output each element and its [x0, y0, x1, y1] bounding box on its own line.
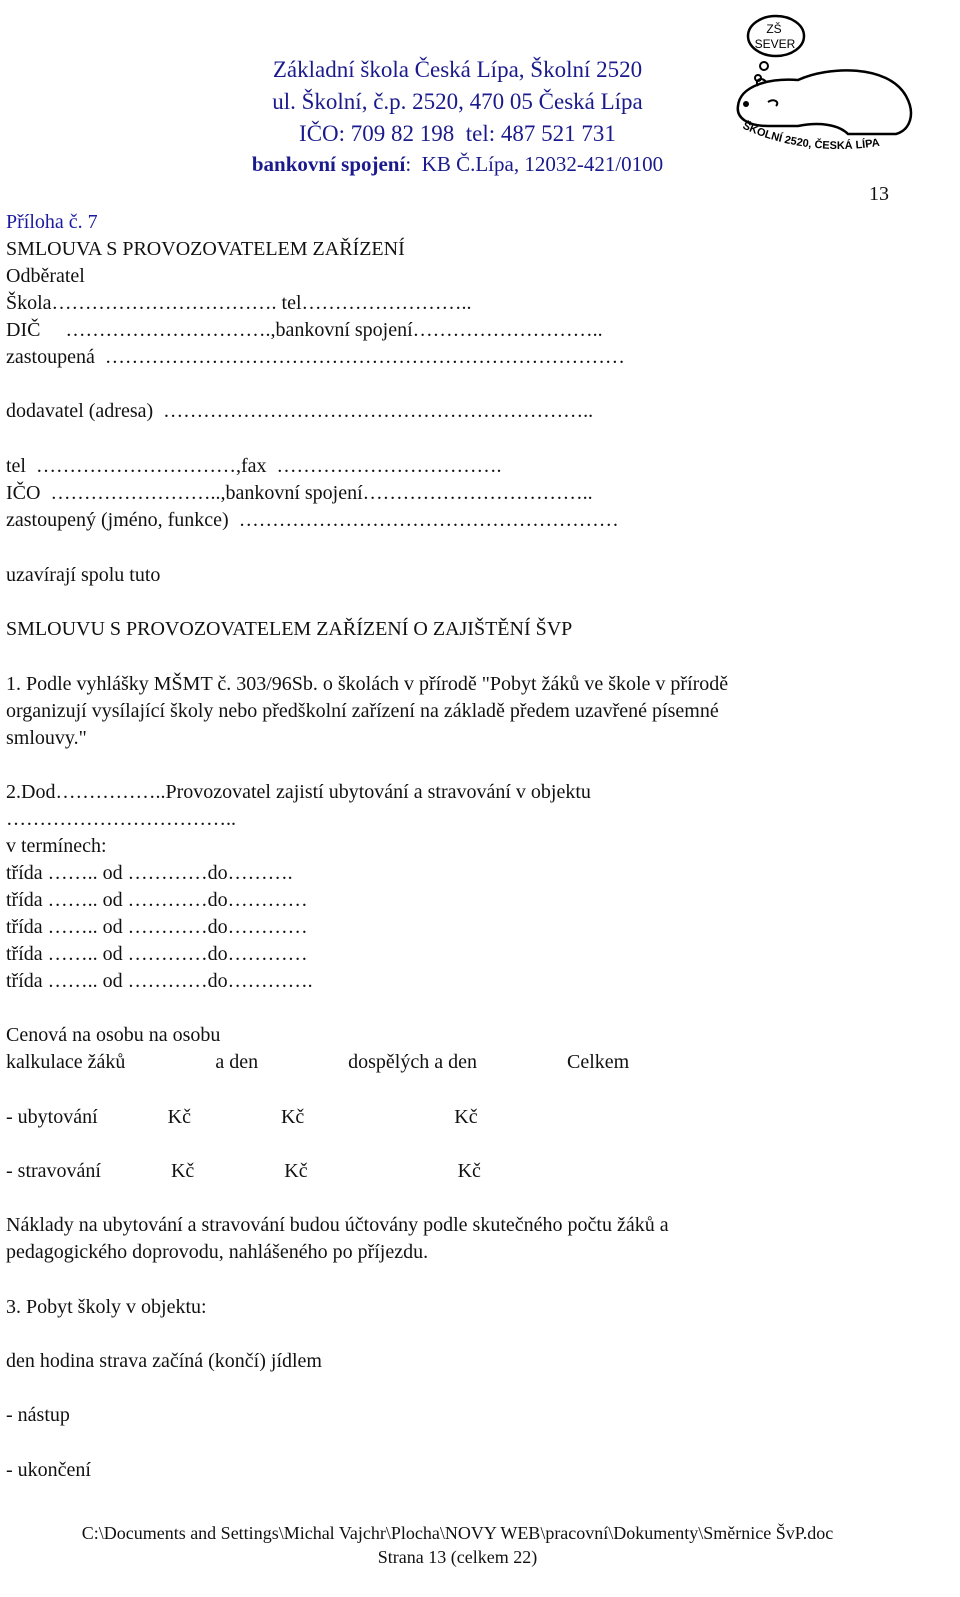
logo-bubble-line2: SEVER	[754, 37, 796, 51]
ico-bank-line: IČO ……………………..,bankovní spojení……………………………..	[6, 482, 593, 504]
clause-2-line1: 2.Dod……………..Provozovatel zajistí ubytování a stravování v objektu	[6, 781, 591, 803]
departure-line: - ukončení	[6, 1459, 91, 1481]
school-logo	[728, 6, 920, 174]
footer-page: Strana 13 (celkem 22)	[377, 1547, 538, 1567]
contract-subtitle: SMLOUVU S PROVOZOVATELEM ZAŘÍZENÍ O ZAJIŠTĚNÍ ŠVP	[6, 618, 573, 640]
class-row: třída …….. od …………do…………	[6, 943, 308, 965]
clause-1-line1: 1. Podle vyhlášky MŠMT č. 303/96Sb. o školách v přírodě "Pobyt žáků ve škole v přírodě	[6, 673, 729, 695]
schedule-header: den hodina strava začíná (končí) jídlem	[6, 1350, 322, 1372]
tel-fax-line: tel …………………………,fax …………………………….	[6, 455, 502, 477]
class-row: třída …….. od …………do………….	[6, 970, 313, 992]
price-row-catering: - stravování Kč Kč Kč	[6, 1160, 481, 1182]
footer-path: C:\Documents and Settings\Michal Vajchr\Plocha\NOVY WEB\pracovní\Dokumenty\Směrnice ŠvP.doc	[81, 1523, 834, 1543]
terms-heading: v termínech:	[6, 835, 107, 857]
attachment-label: Příloha č. 7	[6, 211, 98, 233]
school-name: Základní škola Česká Lípa, Školní 2520	[272, 57, 643, 82]
clause-1-line2: organizují vysílající školy nebo předškolní zařízení na základě předem uzavřené písemné	[6, 700, 719, 722]
school-ico-tel: IČO: 709 82 198 tel: 487 521 731	[299, 121, 616, 146]
costs-line1: Náklady na ubytování a stravování budou účtovány podle skutečného počtu žáků a	[6, 1214, 669, 1236]
contract-title: SMLOUVA S PROVOZOVATELEM ZAŘÍZENÍ	[6, 238, 405, 260]
clause-3-heading: 3. Pobyt školy v objektu:	[6, 1296, 207, 1318]
represented-line: zastoupená ……………………………………………………………………	[6, 346, 625, 368]
price-header-1: Cenová na osobu na osobu	[6, 1024, 221, 1046]
page-number: 13	[869, 183, 889, 205]
price-row-accommodation: - ubytování Kč Kč Kč	[6, 1106, 478, 1128]
conclude-line: uzavírají spolu tuto	[6, 564, 161, 586]
logo-arc-text: ŠKOLNÍ 2520, ČESKÁ LÍPA	[740, 119, 881, 153]
school-tel-line: Škola……………………………. tel……………………..	[6, 292, 472, 314]
dic-bank-line: DIČ ………………………….,bankovní spojení………………………..	[6, 319, 603, 341]
bank-value: : KB Č.Lípa, 12032-421/0100	[405, 152, 664, 176]
class-row: třída …….. od …………do……….	[6, 862, 293, 884]
clause-2-line2: ……………………………..	[6, 808, 236, 830]
supplier-address-line: dodavatel (adresa) ………………………………………………………..	[6, 400, 594, 422]
costs-line2: pedagogického doprovodu, nahlášeného po příjezdu.	[6, 1241, 429, 1263]
school-address: ul. Školní, č.p. 2520, 470 05 Česká Lípa	[272, 89, 643, 114]
class-row: třída …….. od …………do…………	[6, 916, 308, 938]
customer-heading: Odběratel	[6, 265, 85, 287]
clause-1-line3: smlouvy."	[6, 727, 87, 749]
class-row: třída …….. od …………do…………	[6, 889, 308, 911]
supplier-represented-line: zastoupený (jméno, funkce) …………………………………………………	[6, 509, 619, 531]
bank-label: bankovní spojení	[251, 152, 406, 176]
arrival-line: - nástup	[6, 1404, 70, 1426]
price-header-2: kalkulace žáků a den dospělých a den Celkem	[6, 1051, 630, 1073]
logo-bubble-line1: ZŠ	[766, 22, 782, 36]
